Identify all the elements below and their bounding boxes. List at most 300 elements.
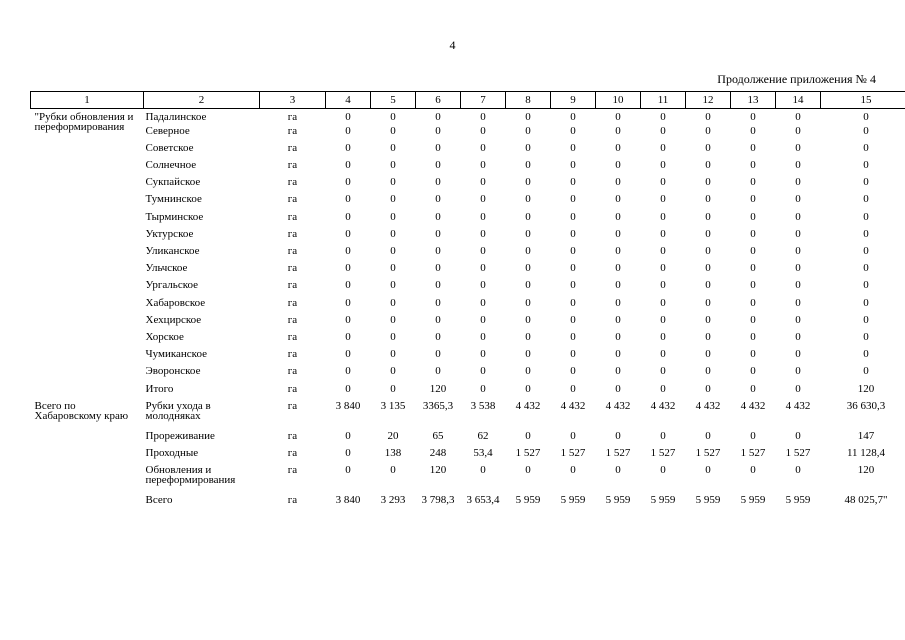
value-cell: 0	[570, 111, 576, 123]
value-cell: 0	[615, 124, 621, 137]
value-cell: 0	[390, 227, 396, 240]
value-cell: 0	[435, 262, 441, 275]
page-number: 4	[449, 38, 456, 52]
table-row	[31, 431, 905, 448]
value-cell: 0	[390, 262, 396, 275]
value-cell: 0	[863, 296, 869, 309]
value-cell: 0	[795, 210, 801, 223]
value-cell: 0	[570, 176, 576, 189]
value-cell: 0	[705, 227, 711, 240]
value-cell: 147	[857, 429, 875, 442]
value-cell: 5 959	[650, 494, 676, 507]
value-cell: 0	[615, 365, 621, 378]
value-cell: 248	[429, 446, 447, 459]
value-cell: 0	[435, 330, 441, 343]
value-cell: 48 025,7"	[844, 494, 888, 507]
value-cell: 0	[435, 141, 441, 154]
value-cell: 0	[660, 176, 666, 189]
value-cell: 0	[570, 141, 576, 154]
column-header: 3	[260, 92, 326, 109]
value-cell: 0	[795, 313, 801, 326]
value-cell: 0	[390, 365, 396, 378]
value-cell: 0	[795, 296, 801, 309]
value-cell: 5 959	[695, 494, 721, 507]
value-cell: 53,4	[473, 446, 493, 459]
value-cell: 0	[345, 262, 351, 275]
value-cell: 0	[795, 279, 801, 292]
value-cell: 0	[525, 348, 531, 361]
value-cell: 0	[345, 429, 351, 442]
column-header: 5	[371, 92, 416, 109]
value-cell: 0	[345, 313, 351, 326]
value-cell: 0	[705, 365, 711, 378]
value-cell: 0	[435, 159, 441, 172]
table-row	[31, 263, 905, 280]
value-cell: 0	[615, 227, 621, 240]
value-cell: 0	[570, 313, 576, 326]
row-name: Уликанское	[145, 245, 200, 257]
appendix-subtitle: Продолжение приложения № 4	[717, 72, 876, 86]
value-cell: 0	[390, 159, 396, 172]
value-cell: 0	[525, 227, 531, 240]
value-cell: 0	[345, 365, 351, 378]
value-cell: 0	[750, 313, 756, 326]
value-cell: 0	[615, 262, 621, 275]
value-cell: 0	[750, 348, 756, 361]
value-cell: 0	[705, 193, 711, 206]
value-cell: 4 432	[695, 399, 721, 412]
value-cell: 5 959	[605, 494, 631, 507]
value-cell: 0	[345, 210, 351, 223]
value-cell: 0	[660, 227, 666, 240]
value-cell: 0	[660, 159, 666, 172]
value-cell: 0	[795, 193, 801, 206]
value-cell: 5 959	[515, 494, 541, 507]
column-header: 13	[731, 92, 776, 109]
value-cell: 0	[863, 262, 869, 275]
value-cell: 0	[863, 348, 869, 361]
unit-cell: га	[287, 245, 298, 257]
value-cell: 3365,3	[422, 399, 454, 412]
column-header: 6	[416, 92, 461, 109]
table-row	[31, 384, 905, 401]
row-name: Хехцирское	[145, 313, 202, 326]
table-row	[31, 109, 905, 126]
row-name: Тырминское	[145, 210, 204, 223]
value-cell: 5 959	[785, 494, 811, 507]
column-header: 1	[31, 92, 144, 109]
value-cell: 0	[750, 365, 756, 378]
value-cell: 0	[863, 210, 869, 223]
value-cell: 1 527	[605, 446, 631, 459]
value-cell: 4 432	[650, 399, 676, 412]
value-cell: 0	[705, 464, 711, 477]
row-name: Рубки ухода в молодняках	[145, 399, 211, 422]
unit-cell: га	[287, 429, 298, 442]
table-row	[31, 332, 905, 349]
value-cell: 0	[615, 382, 621, 395]
value-cell: 5 959	[740, 494, 766, 507]
value-cell: 0	[390, 279, 396, 292]
value-cell: 0	[863, 330, 869, 343]
value-cell: 0	[435, 245, 441, 257]
column-header: 9	[551, 92, 596, 109]
value-cell: 0	[795, 464, 801, 477]
value-cell: 0	[615, 464, 621, 477]
value-cell: 4 432	[785, 399, 811, 412]
value-cell: 1 527	[650, 446, 676, 459]
value-cell: 0	[480, 348, 486, 361]
value-cell: 0	[435, 313, 441, 326]
value-cell: 0	[345, 348, 351, 361]
value-cell: 0	[863, 111, 869, 123]
value-cell: 0	[863, 193, 869, 206]
table-row	[31, 160, 905, 177]
table-row	[31, 126, 905, 143]
row-name: Солнечное	[145, 159, 197, 172]
value-cell: 0	[705, 159, 711, 172]
value-cell: 0	[750, 262, 756, 275]
value-cell: 0	[525, 176, 531, 189]
value-cell: 0	[615, 141, 621, 154]
row-name: Чумиканское	[145, 348, 207, 361]
unit-cell: га	[287, 382, 298, 395]
unit-cell: га	[287, 124, 298, 137]
value-cell: 0	[345, 176, 351, 189]
unit-cell: га	[287, 176, 298, 189]
value-cell: 0	[345, 111, 351, 123]
value-cell: 0	[390, 193, 396, 206]
value-cell: 0	[435, 193, 441, 206]
value-cell: 0	[435, 124, 441, 137]
value-cell: 0	[750, 245, 756, 257]
value-cell: 4 432	[740, 399, 766, 412]
value-cell: 0	[480, 279, 486, 292]
value-cell: 0	[390, 313, 396, 326]
table-row	[31, 229, 905, 246]
value-cell: 4 432	[605, 399, 631, 412]
value-cell: 0	[615, 330, 621, 343]
value-cell: 0	[525, 382, 531, 395]
value-cell: 0	[525, 313, 531, 326]
table-row	[31, 495, 905, 512]
value-cell: 0	[525, 365, 531, 378]
value-cell: 0	[480, 245, 486, 257]
value-cell: 0	[480, 210, 486, 223]
value-cell: 0	[660, 365, 666, 378]
value-cell: 0	[705, 429, 711, 442]
value-cell: 0	[750, 124, 756, 137]
row-name: Итого	[145, 382, 174, 395]
value-cell: 0	[570, 464, 576, 477]
value-cell: 0	[570, 365, 576, 378]
value-cell: 0	[480, 330, 486, 343]
value-cell: 3 840	[335, 399, 361, 412]
value-cell: 0	[660, 429, 666, 442]
header-row	[31, 92, 905, 109]
value-cell: 0	[705, 313, 711, 326]
value-cell: 0	[615, 111, 621, 123]
value-cell: 0	[863, 124, 869, 137]
value-cell: 3 538	[470, 399, 496, 412]
column-header: 11	[641, 92, 686, 109]
value-cell: 0	[570, 262, 576, 275]
value-cell: 0	[750, 193, 756, 206]
value-cell: 0	[795, 124, 801, 137]
value-cell: 0	[615, 348, 621, 361]
column-header: 4	[326, 92, 371, 109]
value-cell: 0	[660, 210, 666, 223]
value-cell: 0	[435, 365, 441, 378]
value-cell: 0	[345, 193, 351, 206]
value-cell: 0	[570, 210, 576, 223]
value-cell: 0	[705, 176, 711, 189]
value-cell: 0	[750, 176, 756, 189]
value-cell: 1 527	[695, 446, 721, 459]
value-cell: 0	[660, 382, 666, 395]
value-cell: 0	[615, 210, 621, 223]
value-cell: 0	[525, 262, 531, 275]
value-cell: 120	[429, 382, 447, 395]
value-cell: 0	[705, 262, 711, 275]
value-cell: 3 840	[335, 494, 361, 507]
value-cell: 0	[570, 227, 576, 240]
value-cell: 0	[480, 176, 486, 189]
column-header: 15	[821, 92, 905, 109]
value-cell: 0	[345, 124, 351, 137]
table-row	[31, 448, 905, 465]
value-cell: 0	[390, 348, 396, 361]
value-cell: 0	[705, 330, 711, 343]
value-cell: 36 630,3	[846, 399, 886, 412]
value-cell: 0	[390, 176, 396, 189]
row-name: Всего	[145, 494, 173, 507]
value-cell: 0	[750, 227, 756, 240]
value-cell: 1 527	[560, 446, 586, 459]
unit-cell: га	[287, 348, 298, 361]
value-cell: 0	[480, 365, 486, 378]
row-name: Проходные	[145, 446, 199, 459]
value-cell: 0	[750, 330, 756, 343]
value-cell: 0	[795, 227, 801, 240]
unit-cell: га	[287, 464, 298, 477]
value-cell: 0	[525, 296, 531, 309]
unit-cell: га	[287, 296, 298, 309]
value-cell: 0	[750, 141, 756, 154]
value-cell: 11 128,4	[846, 446, 886, 459]
value-cell: 0	[480, 296, 486, 309]
value-cell: 0	[390, 111, 396, 123]
value-cell: 0	[863, 279, 869, 292]
unit-cell: га	[287, 227, 298, 240]
value-cell: 0	[570, 429, 576, 442]
unit-cell: га	[287, 494, 298, 507]
value-cell: 0	[480, 464, 486, 477]
value-cell: 0	[863, 313, 869, 326]
value-cell: 0	[705, 279, 711, 292]
value-cell: 0	[480, 193, 486, 206]
value-cell: 0	[480, 227, 486, 240]
unit-cell: га	[287, 111, 298, 123]
table-row	[31, 177, 905, 194]
value-cell: 3 293	[380, 494, 406, 507]
column-header: 14	[776, 92, 821, 109]
value-cell: 0	[435, 176, 441, 189]
value-cell: 0	[570, 159, 576, 172]
value-cell: 0	[660, 296, 666, 309]
value-cell: 0	[795, 159, 801, 172]
value-cell: 0	[435, 348, 441, 361]
value-cell: 0	[525, 279, 531, 292]
value-cell: 0	[390, 382, 396, 395]
value-cell: 0	[435, 111, 441, 123]
value-cell: 0	[615, 193, 621, 206]
value-cell: 62	[477, 429, 489, 442]
value-cell: 0	[525, 464, 531, 477]
value-cell: 0	[795, 348, 801, 361]
value-cell: 0	[615, 159, 621, 172]
value-cell: 0	[615, 313, 621, 326]
value-cell: 0	[570, 279, 576, 292]
value-cell: 0	[660, 313, 666, 326]
value-cell: 0	[525, 124, 531, 137]
unit-cell: га	[287, 446, 298, 459]
value-cell: 0	[750, 429, 756, 442]
value-cell: 0	[570, 124, 576, 137]
unit-cell: га	[287, 159, 298, 172]
value-cell: 0	[390, 330, 396, 343]
row-name: Падалинское	[145, 111, 207, 123]
column-header: 7	[461, 92, 506, 109]
value-cell: 0	[480, 159, 486, 172]
row-name: Хорское	[145, 330, 184, 343]
value-cell: 0	[570, 348, 576, 361]
unit-cell: га	[287, 210, 298, 223]
value-cell: 0	[435, 210, 441, 223]
value-cell: 0	[615, 279, 621, 292]
column-header: 2	[144, 92, 260, 109]
table-row	[31, 194, 905, 211]
value-cell: 1 527	[740, 446, 766, 459]
row-name: Ульчское	[145, 262, 188, 275]
value-cell: 0	[345, 296, 351, 309]
value-cell: 1 527	[785, 446, 811, 459]
value-cell: 3 135	[380, 399, 406, 412]
value-cell: 0	[525, 245, 531, 257]
value-cell: 0	[390, 124, 396, 137]
value-cell: 5 959	[560, 494, 586, 507]
row-name: Эворонское	[145, 365, 201, 378]
value-cell: 0	[345, 330, 351, 343]
row-name: Северное	[145, 124, 190, 137]
row-name: Прореживание	[145, 429, 215, 442]
unit-cell: га	[287, 365, 298, 378]
value-cell: 0	[660, 464, 666, 477]
value-cell: 0	[480, 111, 486, 123]
value-cell: 0	[570, 193, 576, 206]
table-row	[31, 143, 905, 160]
value-cell: 0	[750, 111, 756, 123]
column-header: 12	[686, 92, 731, 109]
value-cell: 0	[863, 159, 869, 172]
value-cell: 0	[863, 365, 869, 378]
value-cell: 0	[345, 141, 351, 154]
value-cell: 0	[705, 111, 711, 123]
value-cell: 0	[863, 245, 869, 257]
value-cell: 0	[863, 176, 869, 189]
unit-cell: га	[287, 262, 298, 275]
table-row	[31, 366, 905, 383]
table-row	[31, 298, 905, 315]
table-row	[31, 212, 905, 229]
value-cell: 120	[857, 464, 875, 477]
value-cell: 0	[345, 245, 351, 257]
value-cell: 0	[390, 296, 396, 309]
value-cell: 4 432	[515, 399, 541, 412]
row-name: Советское	[145, 141, 194, 154]
value-cell: 0	[525, 210, 531, 223]
group-label: "Рубки обновления и переформирования	[34, 111, 134, 133]
value-cell: 0	[480, 313, 486, 326]
value-cell: 0	[750, 159, 756, 172]
value-cell: 0	[750, 464, 756, 477]
value-cell: 0	[660, 141, 666, 154]
value-cell: 0	[480, 382, 486, 395]
value-cell: 0	[795, 262, 801, 275]
value-cell: 0	[795, 111, 801, 123]
value-cell: 0	[795, 330, 801, 343]
value-cell: 0	[525, 141, 531, 154]
column-header: 10	[596, 92, 641, 109]
value-cell: 0	[525, 193, 531, 206]
value-cell: 0	[795, 365, 801, 378]
value-cell: 0	[570, 245, 576, 257]
value-cell: 0	[705, 245, 711, 257]
value-cell: 0	[390, 245, 396, 257]
value-cell: 0	[480, 124, 486, 137]
row-name: Тумнинское	[145, 193, 202, 206]
value-cell: 0	[435, 296, 441, 309]
value-cell: 0	[660, 279, 666, 292]
value-cell: 0	[705, 348, 711, 361]
value-cell: 1 527	[515, 446, 541, 459]
table-row	[31, 246, 905, 263]
value-cell: 0	[660, 262, 666, 275]
value-cell: 0	[345, 446, 351, 459]
value-cell: 0	[750, 296, 756, 309]
value-cell: 0	[615, 245, 621, 257]
value-cell: 0	[570, 330, 576, 343]
unit-cell: га	[287, 330, 298, 343]
value-cell: 0	[345, 279, 351, 292]
value-cell: 0	[863, 141, 869, 154]
unit-cell: га	[287, 193, 298, 206]
value-cell: 0	[390, 464, 396, 477]
value-cell: 0	[615, 296, 621, 309]
value-cell: 0	[795, 141, 801, 154]
value-cell: 0	[615, 429, 621, 442]
unit-cell: га	[287, 313, 298, 326]
data-table	[30, 91, 905, 512]
value-cell: 0	[660, 245, 666, 257]
value-cell: 65	[432, 429, 444, 442]
value-cell: 0	[705, 210, 711, 223]
value-cell: 120	[429, 464, 447, 477]
value-cell: 0	[615, 176, 621, 189]
table-row	[31, 401, 905, 431]
table-row	[31, 349, 905, 366]
value-cell: 0	[435, 227, 441, 240]
